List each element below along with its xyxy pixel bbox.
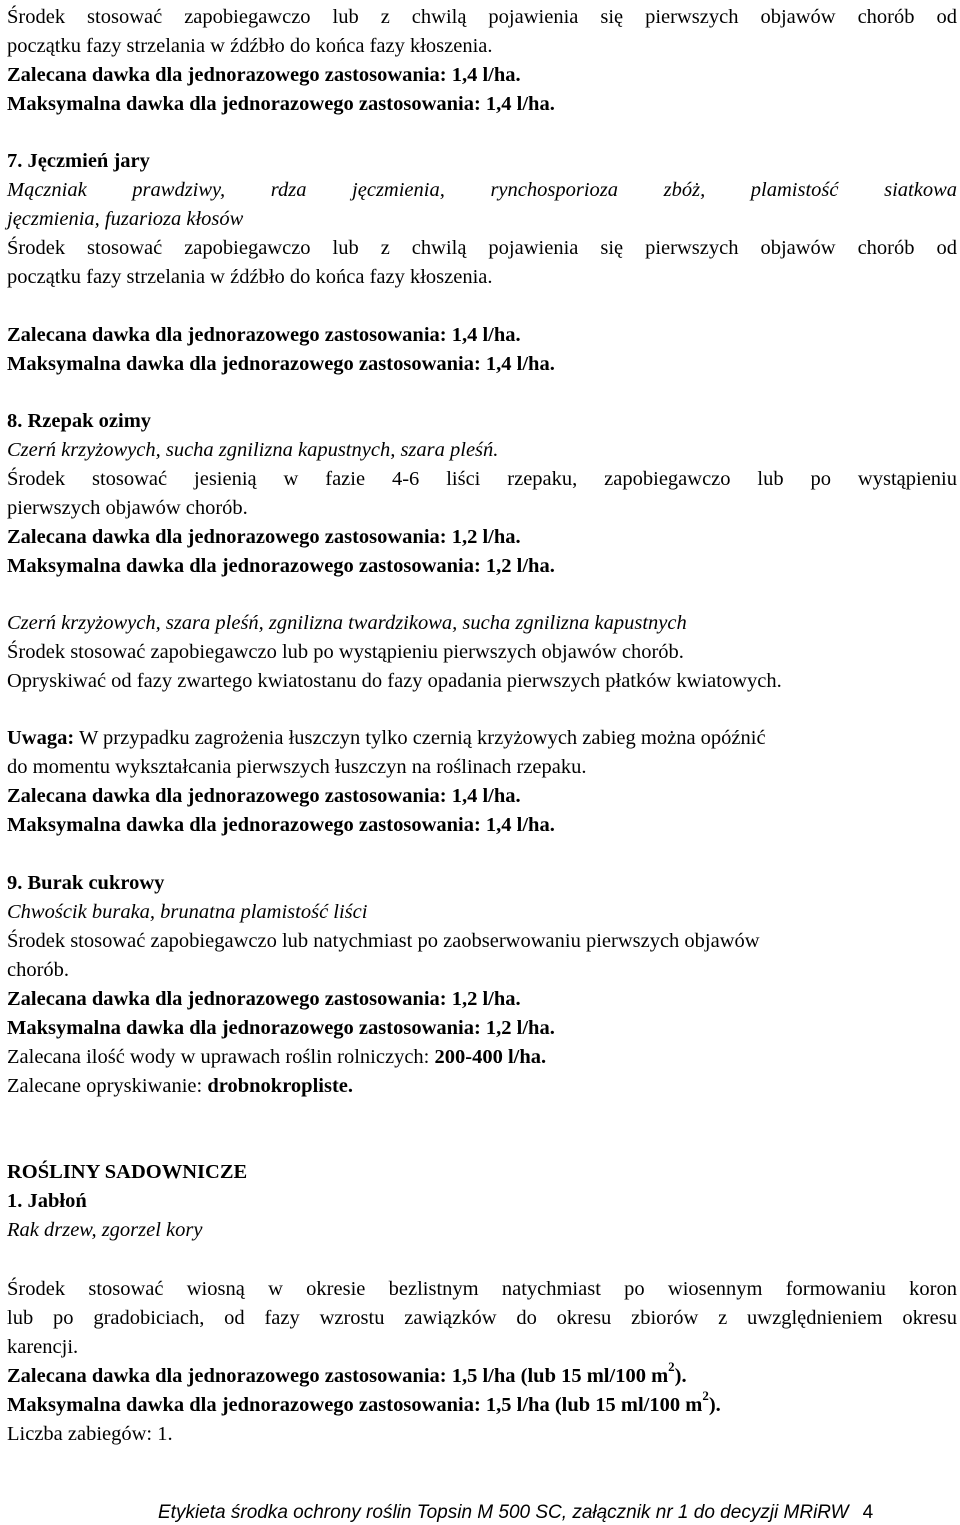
section-title: ROŚLINY SADOWNICZE: [7, 1161, 248, 1183]
dose-close: ).: [708, 1394, 721, 1416]
maximum-dose: Maksymalna dawka dla jednorazowego zastosowania: 1,4 l/ha.: [7, 93, 555, 115]
spray-label: Zalecane opryskiwanie:: [7, 1075, 208, 1097]
spray-value: drobnokropliste.: [207, 1075, 353, 1097]
maximum-dose: Maksymalna dawka dla jednorazowego zastosowania: 1,2 l/ha.: [7, 1017, 555, 1039]
note-text: do momentu wykształcania pierwszych łuszczyn na roślinach rzepaku.: [7, 756, 587, 778]
body-text: Środek stosować wiosną w okresie bezlistnym natychmiast po wiosennym formowaniu koron: [7, 1278, 957, 1300]
disease-list: Mączniak prawdziwy, rdza jęczmienia, rynchosporioza zbóż, plamistość siatkowa: [7, 179, 957, 201]
dose-text: Zalecana dawka dla jednorazowego zastosowania: 1,5 l/ha (lub 15 ml/100 m: [7, 1365, 669, 1387]
disease-list: jęczmienia, fuzarioza kłosów: [7, 208, 244, 230]
body-text: Środek stosować zapobiegawczo lub natychmiast po zaobserwowaniu pierwszych objawów: [7, 930, 760, 952]
superscript: 2: [668, 1359, 675, 1374]
body-text: początku fazy strzelania w źdźbło do końca fazy kłoszenia.: [7, 35, 493, 57]
note-text: W przypadku zagrożenia łuszczyn tylko czernią krzyżowych zabieg można opóźnić: [74, 727, 766, 749]
body-text: chorób.: [7, 959, 70, 981]
body-text: pierwszych objawów chorób.: [7, 497, 248, 519]
recommended-dose: Zalecana dawka dla jednorazowego zastosowania: 1,4 l/ha.: [7, 785, 521, 807]
water-volume: [7, 1047, 546, 1068]
recommended-dose: Zalecana dawka dla jednorazowego zastosowania: 1,2 l/ha.: [7, 988, 521, 1010]
body-text: Środek stosować jesienią w fazie 4-6 liści rzepaku, zapobiegawczo lub po wystąpieniu: [7, 468, 957, 490]
body-text: Środek stosować zapobiegawczo lub po wystąpieniu pierwszych objawów chorób.: [7, 641, 684, 663]
page-footer: [158, 1502, 873, 1524]
spray-type: [7, 1076, 353, 1097]
page-number: 4: [862, 1502, 874, 1523]
water-label: Zalecana ilość wody w uprawach roślin rolniczych:: [7, 1046, 435, 1068]
maximum-dose: Maksymalna dawka dla jednorazowego zastosowania: 1,2 l/ha.: [7, 555, 555, 577]
body-text: początku fazy strzelania w źdźbło do końca fazy kłoszenia.: [7, 266, 493, 288]
crop-heading: 9. Burak cukrowy: [7, 872, 165, 894]
crop-heading: 7. Jęczmień jary: [7, 150, 150, 172]
footer-text: Etykieta środka ochrony roślin Topsin M 500 SC, załącznik nr 1 do decyzji MRiRW: [158, 1502, 849, 1523]
maximum-dose: Maksymalna dawka dla jednorazowego zastosowania: 1,4 l/ha.: [7, 814, 555, 836]
superscript: 2: [702, 1388, 709, 1403]
body-text: Opryskiwać od fazy zwartego kwiatostanu do fazy opadania pierwszych płatków kwiatowych.: [7, 670, 782, 692]
recommended-dose: Zalecana dawka dla jednorazowego zastosowania: 1,4 l/ha.: [7, 324, 521, 346]
crop-heading: 1. Jabłoń: [7, 1190, 87, 1212]
treatment-count: Liczba zabiegów: 1.: [7, 1423, 173, 1445]
disease-list: Czerń krzyżowych, szara pleśń, zgnilizna twardzikowa, sucha zgnilizna kapustnych: [7, 612, 687, 634]
disease-list: Chwościk buraka, brunatna plamistość liści: [7, 901, 368, 923]
recommended-dose: [7, 1359, 687, 1387]
disease-list: Czerń krzyżowych, sucha zgnilizna kapustnych, szara pleśń.: [7, 439, 499, 461]
body-text: lub po gradobiciach, od fazy wzrostu zawiązków do okresu zbiorów z uwzględnieniem okresu: [7, 1307, 957, 1329]
note-paragraph: [7, 728, 766, 749]
disease-list: Rak drzew, zgorzel kory: [7, 1219, 203, 1241]
note-label: Uwaga:: [7, 727, 75, 749]
water-value: 200-400 l/ha.: [434, 1046, 547, 1068]
body-text: karencji.: [7, 1336, 79, 1358]
maximum-dose: Maksymalna dawka dla jednorazowego zastosowania: 1,4 l/ha.: [7, 353, 555, 375]
recommended-dose: Zalecana dawka dla jednorazowego zastosowania: 1,2 l/ha.: [7, 526, 521, 548]
dose-text: Maksymalna dawka dla jednorazowego zastosowania: 1,5 l/ha (lub 15 ml/100 m: [7, 1394, 703, 1416]
body-text: Środek stosować zapobiegawczo lub z chwilą pojawienia się pierwszych objawów chorób od: [7, 237, 957, 259]
dose-close: ).: [674, 1365, 687, 1387]
maximum-dose: [7, 1388, 721, 1416]
body-text: Środek stosować zapobiegawczo lub z chwilą pojawienia się pierwszych objawów chorób od: [7, 6, 957, 28]
crop-heading: 8. Rzepak ozimy: [7, 410, 152, 432]
recommended-dose: Zalecana dawka dla jednorazowego zastosowania: 1,4 l/ha.: [7, 64, 521, 86]
